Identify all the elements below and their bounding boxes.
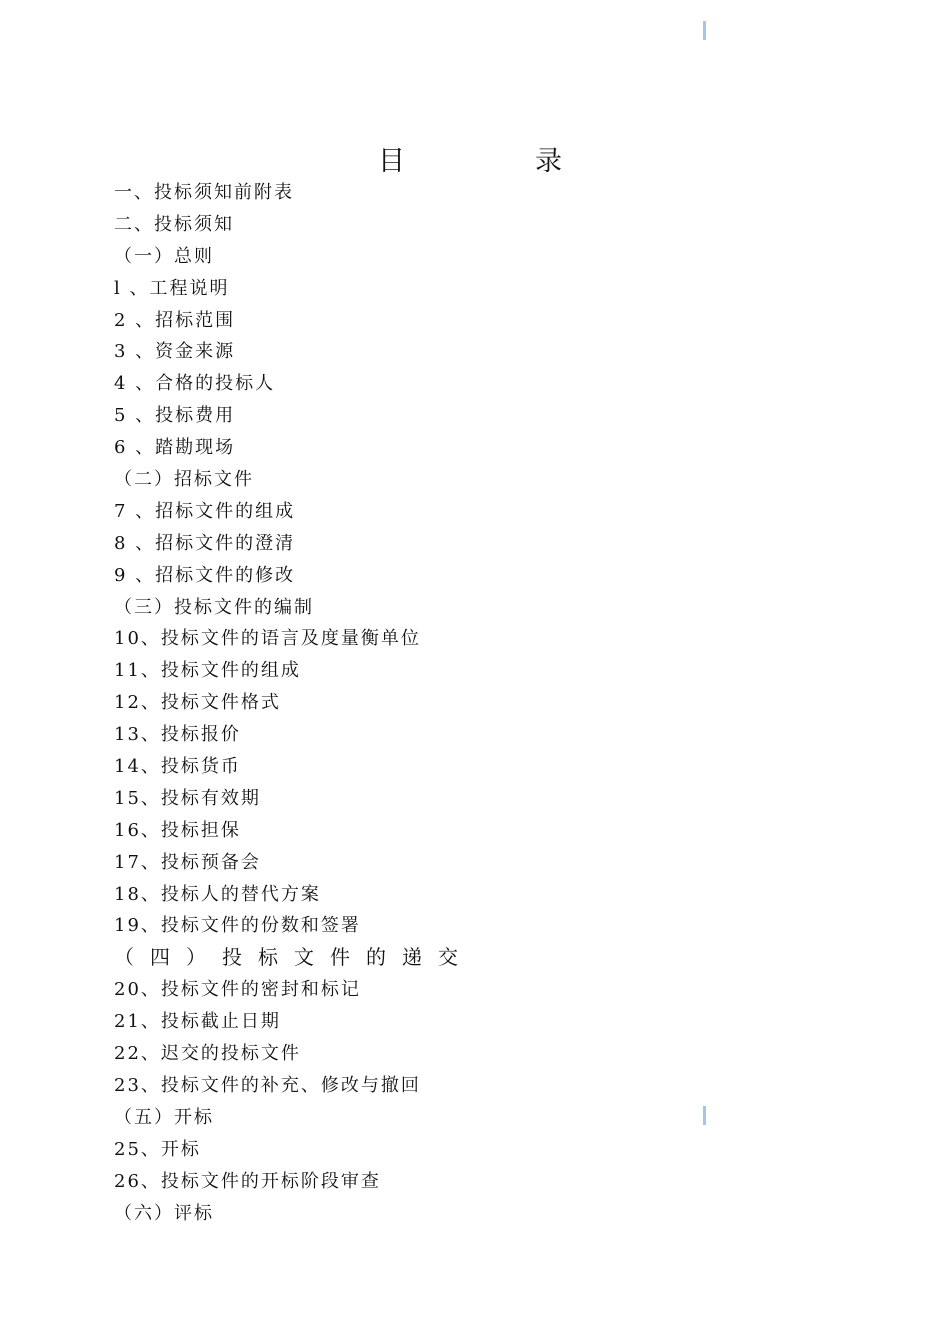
toc-entry: （二）招标文件 [114,469,254,491]
toc-entry: 8 、招标文件的澄清 [114,532,296,554]
toc-entry: 20、投标文件的密封和标记 [114,979,361,1001]
toc-entry: （四）投标文件的递交 [114,945,474,970]
toc-entry: 16、投标担保 [114,819,241,841]
toc-title: 目录 [378,146,692,177]
page-corner-mark-top [703,21,706,40]
toc-entry: 11、投标文件的组成 [114,660,301,682]
toc-entry: 10、投标文件的语言及度量衡单位 [114,628,421,650]
toc-entry: 15、投标有效期 [114,787,261,809]
toc-entry: 17、投标预备会 [114,851,261,873]
toc-entry: 5 、投标费用 [114,405,236,427]
toc-entry: （六）评标 [114,1202,214,1224]
toc-entry: 23、投标文件的补充、修改与撤回 [114,1074,421,1096]
toc-entry: （一）总则 [114,245,214,267]
page-corner-mark-bottom [703,1106,706,1125]
toc-entry: 22、迟交的投标文件 [114,1043,301,1065]
toc-entry: 25、开标 [114,1138,201,1160]
toc-entry: 13、投标报价 [114,724,241,746]
toc-entry: （三）投标文件的编制 [114,596,314,618]
toc-entry: 一、投标须知前附表 [114,182,294,203]
toc-list [114,177,474,1229]
toc-entry: 9 、招标文件的修改 [114,564,296,586]
toc-entry: 二、投标须知 [114,213,234,235]
toc-entry: 7 、招标文件的组成 [114,500,296,522]
toc-entry: 26、投标文件的开标阶段审查 [114,1170,381,1192]
toc-entry: 12、投标文件格式 [114,692,281,714]
toc-entry: 3 、资金来源 [114,341,236,363]
toc-entry: （五）开标 [114,1106,214,1128]
toc-entry: 14、投标货币 [114,756,241,778]
toc-entry: 4 、合格的投标人 [114,373,276,395]
toc-entry: 19、投标文件的份数和签署 [114,915,361,937]
toc-entry: 21、投标截止日期 [114,1011,281,1033]
toc-entry: 18、投标人的替代方案 [114,883,321,905]
toc-entry: 6 、踏勘现场 [114,437,236,459]
toc-entry: l 、工程说明 [114,277,230,299]
toc-entry: 2 、招标范围 [114,309,236,331]
